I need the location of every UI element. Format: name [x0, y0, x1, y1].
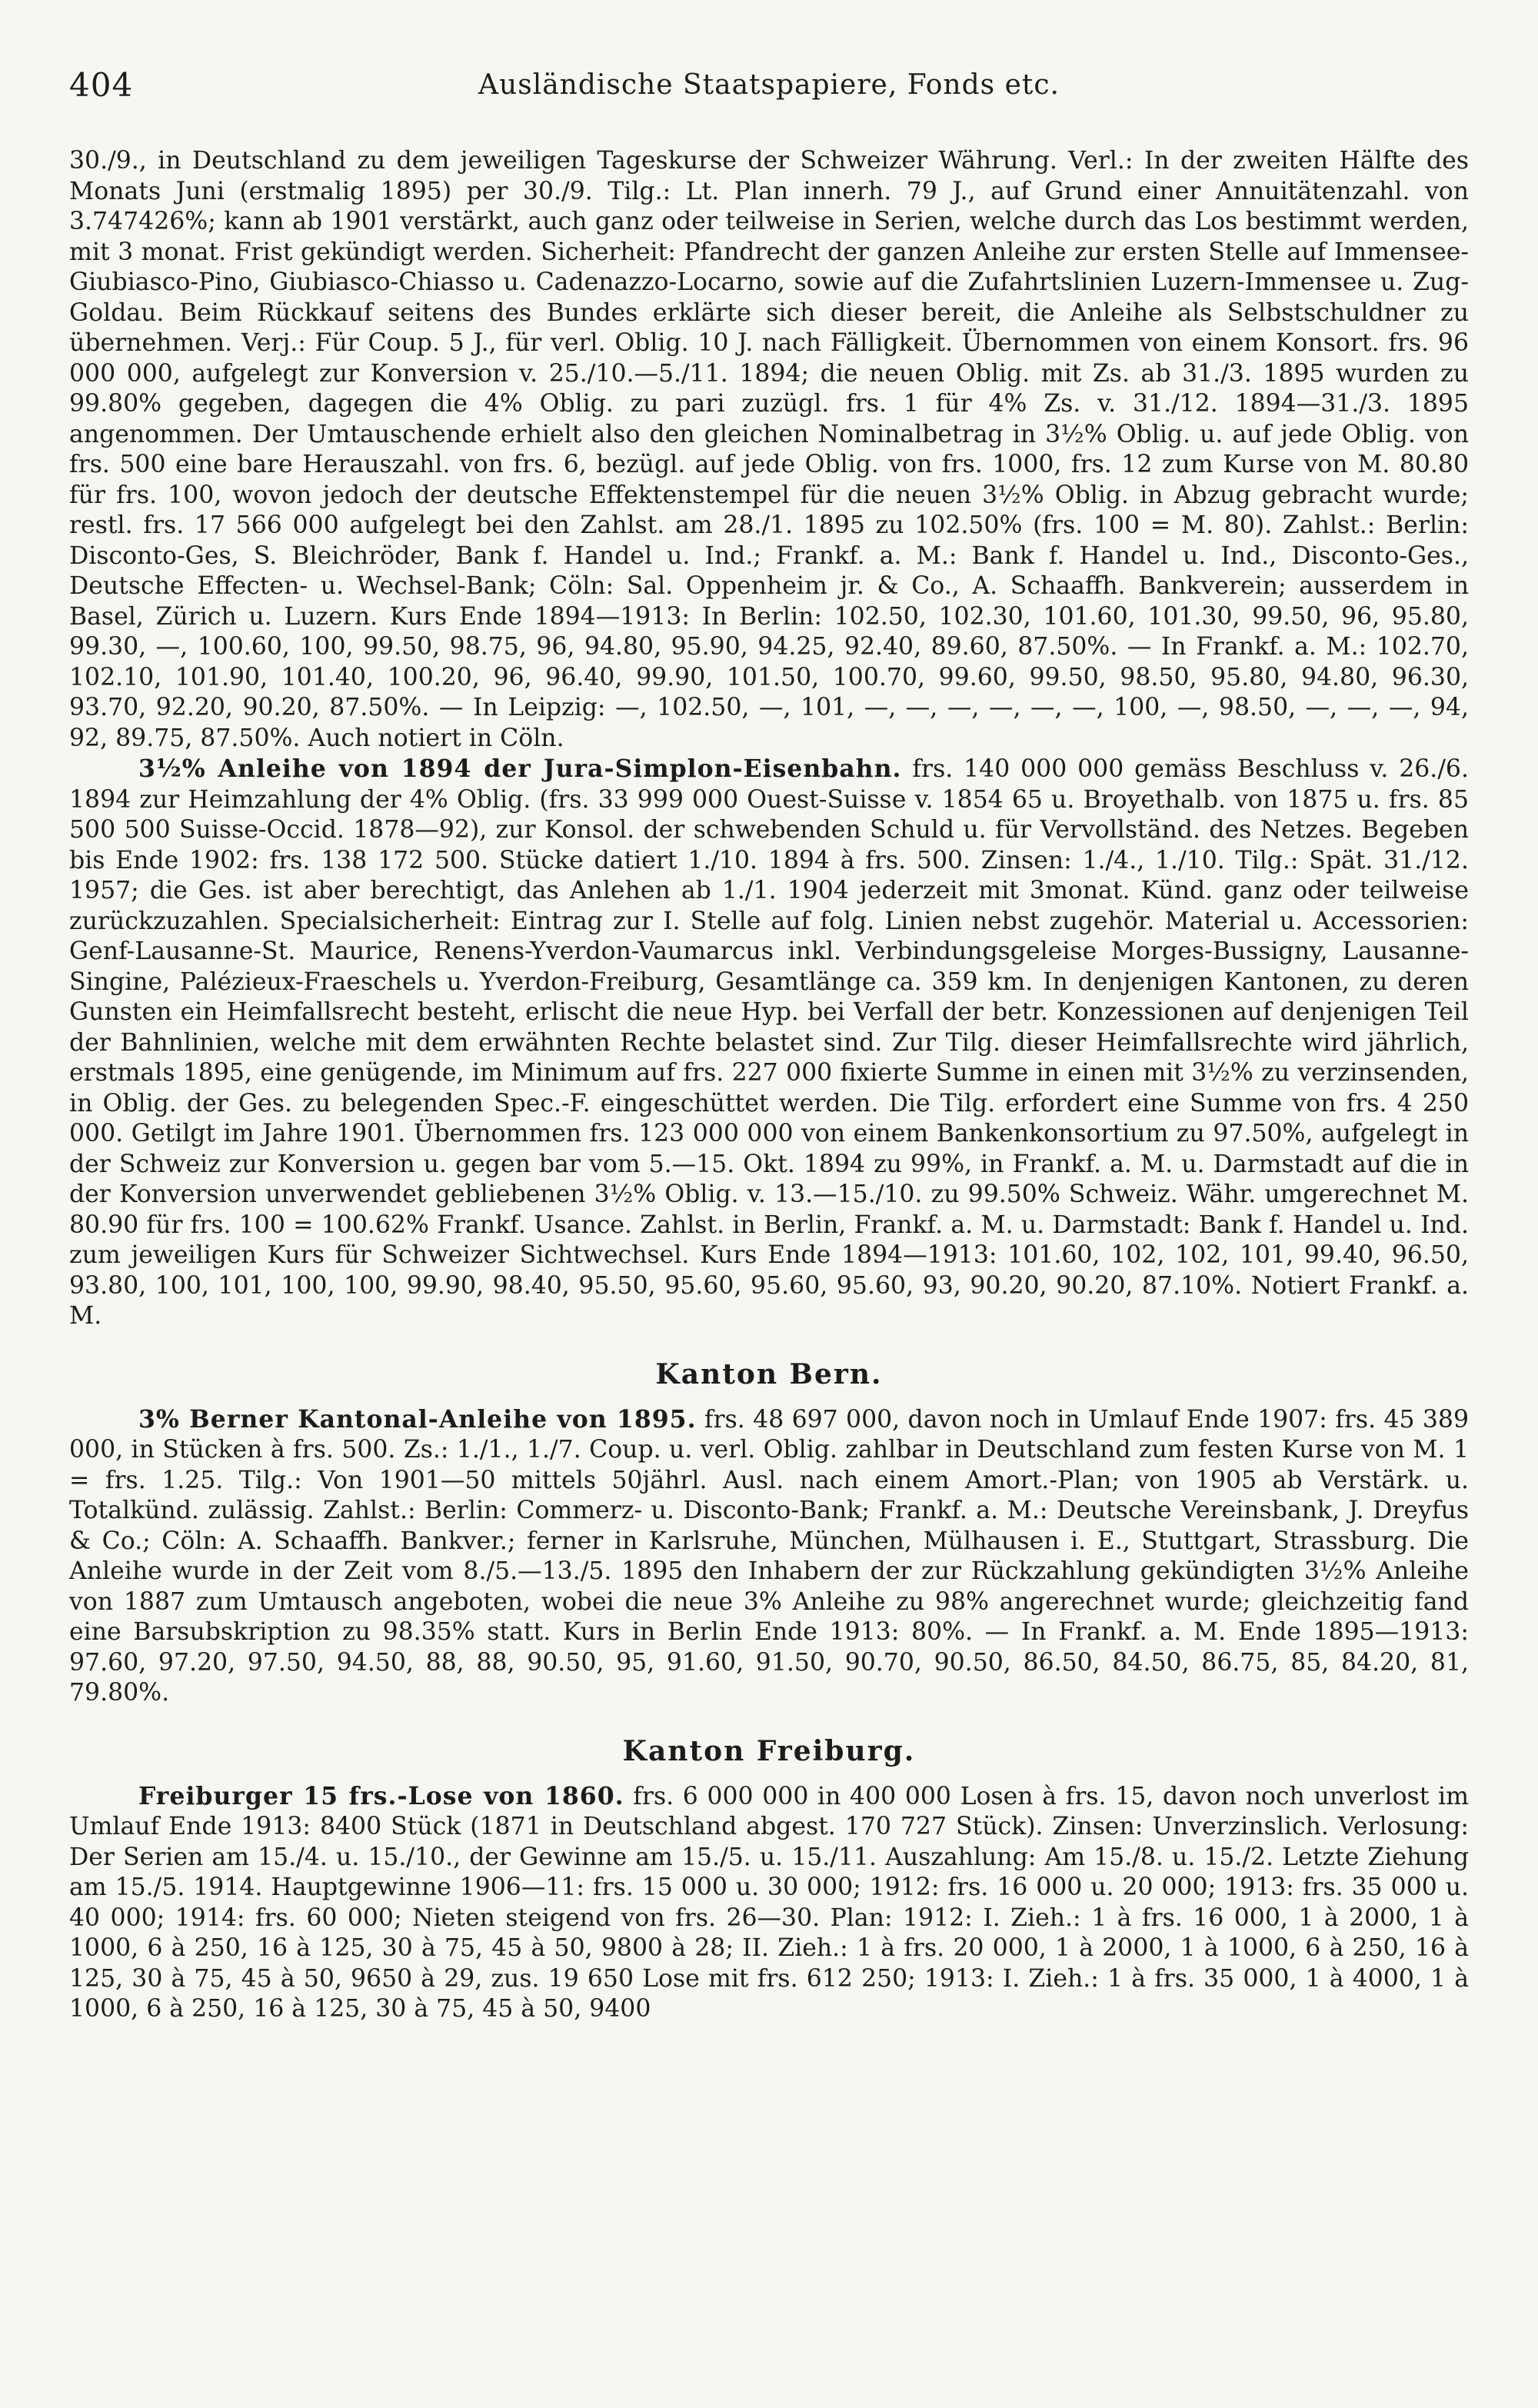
section-heading-kanton-bern: Kanton Bern.	[655, 1357, 883, 1391]
paragraph-text: frs. 6 000 000 in 400 000 Losen à frs. 15, davon noch unverlost im Umlauf Ende 1913: 8400 Stück (1871 in Deutschland abgest. 170 727 Stück). Zinsen: Unverzinslich. Verlosung: Der Serien am 15./4. u. 15./10., der Gewinne am 15./5. u. 15./11. Auszahlung: Am 15./8. u. 15./2. Letzte Ziehung am 15./5. 1914. Hauptgewinne 1906—11: frs. 15 000 u. 30 000; 1912: frs. 16 000 u. 20 000; 1913: frs. 35 000 u. 40 000; 1914: frs. 60 000; Nieten steigend von frs. 26—30. Plan: 1912: I. Zieh.: 1 à frs. 16 000, 1 à 2000, 1 à 1000, 6 à 250, 16 à 125, 30 à 75, 45 à 50, 9800 à 28; II. Zieh.: 1 à frs. 20 000, 1 à 2000, 1 à 1000, 6 à 250, 16 à 125, 30 à 75, 45 à 50, 9650 à 29, zus. 19 650 Lose mit frs. 612 250; 1913: I. Zieh.: 1 à frs. 35 000, 1 à 4000, 1 à 1000, 6 à 250, 16 à 125, 30 à 75, 45 à 50, 9400	[69, 1782, 1469, 2023]
entry-title: Freiburger 15 frs.-Lose von 1860.	[138, 1781, 624, 1810]
entry-title: 3½% Anleihe von 1894 der Jura-Simplon-Eisenbahn.	[138, 754, 902, 783]
paragraph-jura-simplon-loan	[69, 754, 1469, 1332]
paragraph-text: frs. 140 000 000 gemäss Beschluss v. 26./6. 1894 zur Heimzahlung der 4% Oblig. (frs. 33 999 000 Ouest-Suisse v. 1854 65 u. Broyethalb. von 1875 u. frs. 85 500 500 Suisse-Occid. 1878—92), zur Konsol. der schwebenden Schuld u. für Vervollständ. des Netzes. Begeben bis Ende 1902: frs. 138 172 500. Stücke datiert 1./10. 1894 à frs. 500. Zinsen: 1./4., 1./10. Tilg.: Spät. 31./12. 1957; die Ges. ist aber berechtigt, das Anlehen ab 1./1. 1904 jederzeit mit 3monat. Künd. ganz oder teilweise zurückzuzahlen. Specialsicherheit: Eintrag zur I. Stelle auf folg. Linien nebst zugehör. Material u. Accessorien: Genf-Lausanne-St. Maurice, Renens-Yverdon-Vaumarcus inkl. Verbindungsgeleise Morges-Bussigny, Lausanne-Singine, Palézieux-Fraeschels u. Yverdon-Freiburg, Gesamtlänge ca. 359 km. In denjenigen Kantonen, zu deren Gunsten ein Heimfallsrecht besteht, erlischt die neue Hyp. bei Verfall der betr. Konzessionen auf denjenigen Teil der Bahnlinien, welche mit dem erwähnten Rechte belastet sind. Zur Tilg. dieser Heimfallsrechte wird jährlich, erstmals 1895, eine genügende, im Minimum auf frs. 227 000 fixierte Summe in einen mit 3½% zu verzinsenden, in Oblig. der Ges. zu belegenden Spec.-F. eingeschüttet werden. Die Tilg. erfordert eine Summe von frs. 4 250 000. Getilgt im Jahre 1901. Übernommen frs. 123 000 000 von einem Bankenkonsortium zu 97.50%, aufgelegt in der Schweiz zur Konversion u. gegen bar vom 5.—15. Okt. 1894 zu 99%, in Frankf. a. M. u. Darmstadt auf die in der Konversion unverwendet gebliebenen 3½% Oblig. v. 13.—15./10. zu 99.50% Schweiz. Währ. umgerechnet M. 80.90 für frs. 100 = 100.62% Frankf. Usance. Zahlst. in Berlin, Frankf. a. M. u. Darmstadt: Bank f. Handel u. Ind. zum jeweiligen Kurs für Schweizer Sichtwechsel. Kurs Ende 1894—1913: 101.60, 102, 102, 101, 99.40, 96.50, 93.80, 100, 101, 100, 100, 99.90, 98.40, 95.50, 95.60, 95.60, 95.60, 93, 90.20, 90.20, 87.10%. Notiert Frankf. a. M.	[69, 755, 1469, 1330]
paragraph-freiburger-lose	[69, 1781, 1469, 2025]
paragraph-berner-loan	[69, 1404, 1469, 1709]
paragraph-text: 30./9., in Deutschland zu dem jeweiligen Tageskurse der Schweizer Währung. Verl.: In der zweiten Hälfte des Monats Juni (erstmalig 1895) per 30./9. Tilg.: Lt. Plan innerh. 79 J., auf Grund einer Annuitätenzahl. von 3.747426%; kann ab 1901 verstärkt, auch ganz oder teilweise in Serien, welche durch das Los bestimmt werden, mit 3 monat. Frist gekündigt werden. Sicherheit: Pfandrecht der ganzen Anleihe zur ersten Stelle auf Immensee-Giubiasco-Pino, Giubiasco-Chiasso u. Cadenazzo-Locarno, sowie auf die Zufahrtslinien Luzern-Immensee u. Zug-Goldau. Beim Rückkauf seitens des Bundes erklärte sich dieser bereit, die Anleihe als Selbstschuldner zu übernehmen. Verj.: Für Coup. 5 J., für verl. Oblig. 10 J. nach Fälligkeit. Übernommen von einem Konsort. frs. 96 000 000, aufgelegt zur Konversion v. 25./10.—5./11. 1894; die neuen Oblig. mit Zs. ab 31./3. 1895 wurden zu 99.80% gegeben, dagegen die 4% Oblig. zu pari zuzügl. frs. 1 für 4% Zs. v. 31./12. 1894—31./3. 1895 angenommen. Der Umtauschende erhielt also den gleichen Nominalbetrag in 3½% Oblig. u. auf jede Oblig. von frs. 500 eine bare Herauszahl. von frs. 6, bezügl. auf jede Oblig. von frs. 1000, frs. 12 zum Kurse von M. 80.80 für frs. 100, wovon jedoch der deutsche Effektenstempel für die neuen 3½% Oblig. in Abzug gebracht wurde; restl. frs. 17 566 000 aufgelegt bei den Zahlst. am 28./1. 1895 zu 102.50% (frs. 100 = M. 80). Zahlst.: Berlin: Disconto-Ges, S. Bleichröder, Bank f. Handel u. Ind.; Frankf. a. M.: Bank f. Handel u. Ind., Disconto-Ges., Deutsche Effecten- u. Wechsel-Bank; Cöln: Sal. Oppenheim jr. & Co., A. Schaaffh. Bankverein; ausserdem in Basel, Zürich u. Luzern. Kurs Ende 1894—1913: In Berlin: 102.50, 102.30, 101.60, 101.30, 99.50, 96, 95.80, 99.30, —, 100.60, 100, 99.50, 98.75, 96, 94.80, 95.90, 94.25, 92.40, 89.60, 87.50%. — In Frankf. a. M.: 102.70, 102.10, 101.90, 101.40, 100.20, 96, 96.40, 99.90, 101.50, 100.70, 99.60, 99.50, 98.50, 95.80, 94.80, 96.30, 93.70, 92.20, 90.20, 87.50%. — In Leipzig: —, 102.50, —, 101, —, —, —, —, —, —, 100, —, 98.50, —, —, —, 94, 92, 89.75, 87.50%. Auch notiert in Cöln.	[69, 147, 1469, 752]
page-header	[69, 66, 1469, 112]
page-number: 404	[69, 66, 134, 104]
running-title: Ausländische Staatspapiere, Fonds etc.	[478, 69, 1060, 101]
section-heading-kanton-freiburg: Kanton Freiburg.	[622, 1734, 916, 1767]
paragraph-continued	[69, 146, 1469, 754]
page-body	[69, 146, 1469, 2025]
entry-title: 3% Berner Kantonal-Anleihe von 1895.	[138, 1404, 697, 1434]
paragraph-text: frs. 48 697 000, davon noch in Umlauf Ende 1907: frs. 45 389 000, in Stücken à frs. 500. Zs.: 1./1., 1./7. Coup. u. verl. Oblig. zahlbar in Deutschland zum festen Kurse von M. 1 = frs. 1.25. Tilg.: Von 1901—50 mittels 50jährl. Ausl. nach einem Amort.-Plan; von 1905 ab Verstärk. u. Totalkünd. zulässig. Zahlst.: Berlin: Commerz- u. Disconto-Bank; Frankf. a. M.: Deutsche Vereinsbank, J. Dreyfus & Co.; Cöln: A. Schaaffh. Bankver.; ferner in Karlsruhe, München, Mülhausen i. E., Stuttgart, Strassburg. Die Anleihe wurde in der Zeit vom 8./5.—13./5. 1895 den Inhabern der zur Rückzahlung gekündigten 3½% Anleihe von 1887 zum Umtausch angeboten, wobei die neue 3% Anleihe zu 98% angerechnet wurde; gleichzeitig fand eine Barsubskription zu 98.35% statt. Kurs in Berlin Ende 1913: 80%. — In Frankf. a. M. Ende 1895—1913: 97.60, 97.20, 97.50, 94.50, 88, 88, 90.50, 95, 91.60, 91.50, 90.70, 90.50, 86.50, 84.50, 86.75, 85, 84.20, 81, 79.80%.	[69, 1405, 1470, 1707]
